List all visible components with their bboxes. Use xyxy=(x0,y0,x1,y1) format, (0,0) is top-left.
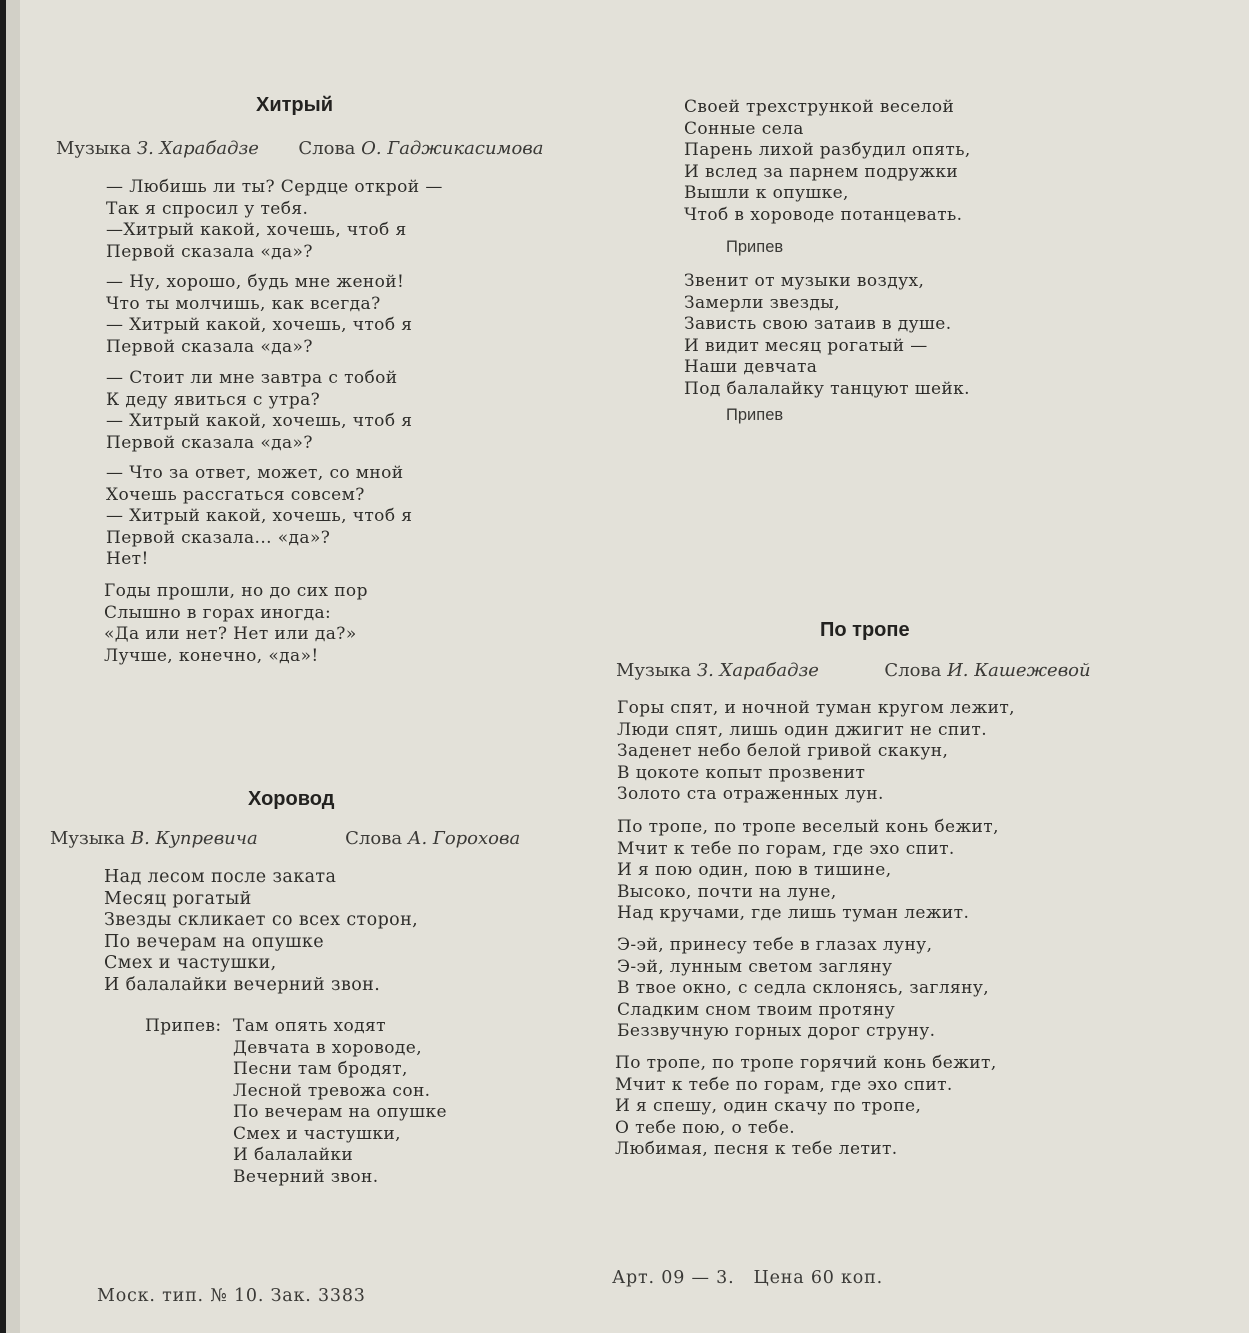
lyric-line: — Хитрый какой, хочешь, чтоб я xyxy=(106,315,413,335)
music-author: З. Харабадзе xyxy=(136,138,259,159)
lyric-line: Горы спят, и ночной туман кругом лежит, xyxy=(617,698,1015,718)
lyric-line: — Хитрый какой, хочешь, чтоб я xyxy=(106,411,413,431)
lyric-line: Слышно в горах иногда: xyxy=(104,602,332,623)
po-trope-stanza-1 xyxy=(617,698,1015,806)
song-credits-po-trope xyxy=(616,660,1091,681)
lyric-line: По тропе, по тропе веселый конь бежит, xyxy=(617,817,999,837)
lyric-line: Там опять ходят xyxy=(233,1016,386,1036)
lyric-line: Смех и частушки, xyxy=(233,1123,401,1144)
lyric-line: Звезды скликает со всех сторон, xyxy=(104,910,419,930)
lyric-line: В твое окно, с седла склонясь, загляну, xyxy=(617,978,990,998)
song-credits-horovod xyxy=(50,828,520,849)
lyric-line: Беззвучную горных дорог струну. xyxy=(617,1021,936,1041)
music-prefix: Музыка xyxy=(50,828,126,849)
hitry-stanza-3 xyxy=(106,368,412,454)
lyric-line: Так я спросил у тебя. xyxy=(106,198,309,219)
lyric-line: Звенит от музыки воздух, xyxy=(684,271,925,291)
lyric-line: По вечерам на опушке xyxy=(233,1102,447,1122)
song-credits-hitry xyxy=(56,138,544,159)
lyric-line: Над кручами, где лишь туман лежит. xyxy=(617,903,970,923)
horovod-stanza-1 xyxy=(104,867,418,996)
footer-print-info: Моск. тип. № 10. Зак. 3383 xyxy=(97,1286,366,1306)
lyric-line: Сонные села xyxy=(684,118,804,139)
footer-price: Арт. 09 — 3. Цена 60 коп. xyxy=(612,1268,883,1288)
lyric-line: Высоко, почти на луне, xyxy=(617,881,837,902)
lyric-line: К деду явиться с утра? xyxy=(106,389,321,410)
lyric-line: Своей трехстрункой веселой xyxy=(684,97,955,117)
hitry-stanza-4 xyxy=(106,463,412,571)
refrain-label-2: Припев xyxy=(726,406,784,424)
words-author: О. Гаджикасимова xyxy=(361,138,544,159)
song-title-po-trope: По тропе xyxy=(820,619,910,641)
lyric-line: И балалайки xyxy=(233,1145,354,1165)
lyric-line: — Ну, хорошо, будь мне женой! xyxy=(106,272,405,292)
lyric-line: Вышли к опушке, xyxy=(684,183,849,203)
lyric-line: Замерли звезды, xyxy=(684,292,841,313)
hitry-stanza-2 xyxy=(106,272,412,358)
song-title-horovod: Хоровод xyxy=(248,788,335,810)
po-trope-stanza-4 xyxy=(615,1053,997,1161)
music-author: В. Купревича xyxy=(130,828,258,849)
lyric-line: Над лесом после заката xyxy=(104,867,337,887)
words-prefix: Слова xyxy=(884,660,942,681)
po-trope-stanza-2 xyxy=(617,817,999,925)
refrain-label-1: Припев xyxy=(726,238,784,256)
lyric-line: Наши девчата xyxy=(684,357,818,377)
lyric-line: Первой сказала «да»? xyxy=(106,336,313,357)
lyric-line: Девчата в хороводе, xyxy=(233,1037,423,1058)
lyric-line: Зависть свою затаив в душе. xyxy=(684,314,952,334)
lyric-line: Лучше, конечно, «да»! xyxy=(104,645,319,666)
lyric-line: «Да или нет? Нет или да?» xyxy=(104,624,357,644)
po-trope-stanza-3 xyxy=(617,935,989,1043)
lyric-line: Заденет небо белой гривой скакун, xyxy=(617,741,949,761)
lyric-line: Годы прошли, но до сих пор xyxy=(104,581,368,601)
horovod-chorus xyxy=(145,1016,447,1187)
lyric-line: Первой сказала «да»? xyxy=(106,432,313,453)
lyric-line: Нет! xyxy=(106,549,149,569)
lyric-line: По тропе, по тропе горячий конь бежит, xyxy=(615,1053,997,1073)
lyric-line: Лесной тревожа сон. xyxy=(233,1080,431,1101)
page-fold xyxy=(6,0,20,1333)
hitry-stanza-1 xyxy=(106,177,443,263)
lyric-line: И я пою один, пою в тишине, xyxy=(617,860,892,880)
horovod-stanza-2 xyxy=(684,97,971,226)
chorus-label: Припев: xyxy=(145,1016,222,1036)
lyric-line: — Что за ответ, может, со мной xyxy=(106,463,404,483)
lyric-line: Что ты молчишь, как всегда? xyxy=(106,293,381,314)
lyric-line: — Стоит ли мне завтра с тобой xyxy=(106,368,398,388)
lyric-line: Вечерний звон. xyxy=(233,1166,379,1187)
lyric-line: — Хитрый какой, хочешь, чтоб я xyxy=(106,506,413,526)
lyric-line: Люди спят, лишь один джигит не спит. xyxy=(617,719,988,740)
lyric-line: Хочешь рассгаться совсем? xyxy=(106,484,365,505)
words-prefix: Слова xyxy=(345,828,403,849)
lyric-line: Э-эй, лунным светом загляну xyxy=(617,956,893,977)
lyric-line: В цокоте копыт прозвенит xyxy=(617,762,866,783)
song-title-hitry: Хитрый xyxy=(256,94,334,116)
lyric-line: Первой сказала... «да»? xyxy=(106,527,331,548)
lyric-line: И балалайки вечерний звон. xyxy=(104,974,381,995)
lyric-line: Парень лихой разбудил опять, xyxy=(684,140,971,160)
hitry-stanza-5 xyxy=(104,581,368,667)
lyric-line: Первой сказала «да»? xyxy=(106,241,313,262)
lyric-line: Смех и частушки, xyxy=(104,953,277,973)
lyric-line: Мчит к тебе по горам, где эхо спит. xyxy=(615,1074,953,1095)
lyric-line: — Любишь ли ты? Сердце открой — xyxy=(106,177,443,197)
lyric-line: Месяц рогатый xyxy=(104,888,252,909)
words-prefix: Слова xyxy=(298,138,356,159)
lyric-line: Песни там бродят, xyxy=(233,1059,408,1079)
lyric-line: И вслед за парнем подружки xyxy=(684,161,959,182)
horovod-stanza-3 xyxy=(684,271,970,400)
words-author: А. Горохова xyxy=(407,828,521,849)
lyric-line: —Хитрый какой, хочешь, чтоб я xyxy=(106,220,407,240)
music-author: З. Харабадзе xyxy=(696,660,819,681)
words-author: И. Кашежевой xyxy=(947,660,1091,681)
music-prefix: Музыка xyxy=(56,138,132,159)
lyric-line: Э-эй, принесу тебе в глазах луну, xyxy=(617,935,933,955)
lyric-line: Сладким сном твоим протяну xyxy=(617,999,896,1020)
lyric-line: И я спешу, один скачу по тропе, xyxy=(615,1096,922,1116)
lyric-line: О тебе пою, о тебе. xyxy=(615,1117,796,1138)
lyric-line: Золото ста отраженных лун. xyxy=(617,784,884,804)
lyric-line: Мчит к тебе по горам, где эхо спит. xyxy=(617,838,955,859)
music-prefix: Музыка xyxy=(616,660,692,681)
lyric-line: И видит месяц рогатый — xyxy=(684,335,928,356)
lyric-line: По вечерам на опушке xyxy=(104,931,325,952)
lyric-line: Под балалайку танцуют шейк. xyxy=(684,378,970,399)
lyric-line: Любимая, песня к тебе летит. xyxy=(615,1139,898,1159)
lyric-line: Чтоб в хороводе потанцевать. xyxy=(684,204,963,225)
